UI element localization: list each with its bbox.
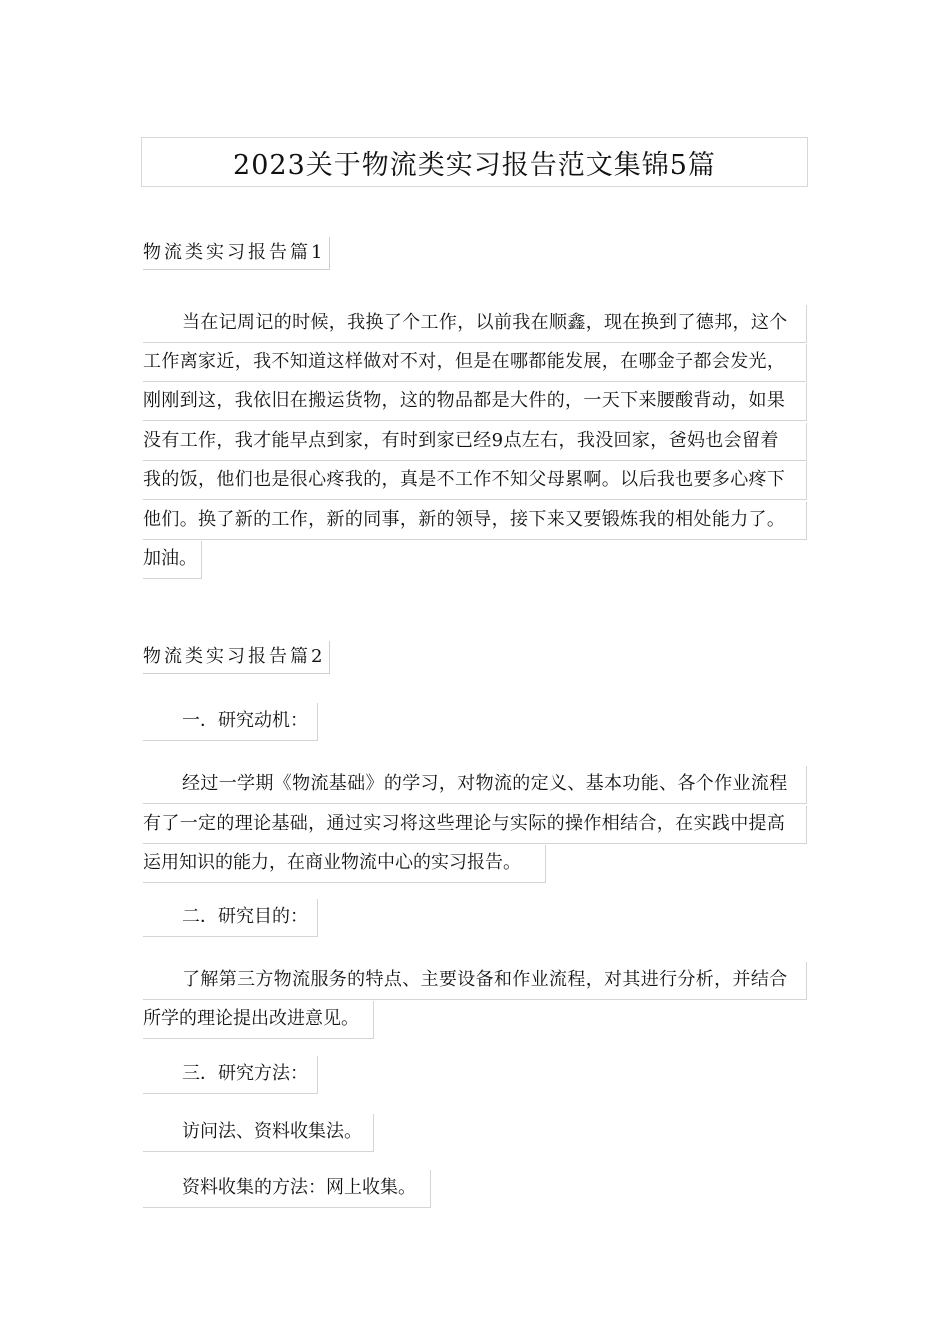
paragraph-line: 没有工作，我才能早点到家，有时到家已经9点左右，我没回家，爸妈也会留着 xyxy=(143,423,807,461)
paragraph-line: 刚刚到这，我依旧在搬运货物，这的物品都是大件的，一天下来腰酸背动，如果 xyxy=(143,383,807,421)
paragraph-line: 工作离家近，我不知道这样做对不对，但是在哪都能发展，在哪金子都会发光， xyxy=(143,344,807,382)
subheading-method: 三．研究方法： xyxy=(143,1056,318,1094)
subheading-purpose: 二．研究目的： xyxy=(143,899,318,937)
paragraph-line: 当在记周记的时候，我换了个工作，以前我在顺鑫，现在换到了德邦，这个 xyxy=(143,305,807,343)
paragraph-line: 有了一定的理论基础，通过实习将这些理论与实际的操作相结合，在实践中提高 xyxy=(143,806,807,844)
document-title: 2023关于物流类实习报告范文集锦5篇 xyxy=(233,149,716,181)
paragraph-line: 经过一学期《物流基础》的学习，对物流的定义、基本功能、各个作业流程 xyxy=(143,766,807,804)
paragraph-line: 我的饭，他们也是很心疼我的，真是不工作不知父母累啊。以后我也要多心疼下 xyxy=(143,462,807,500)
document-title-box xyxy=(141,137,808,187)
section-heading-1: 物流类实习报告篇1 xyxy=(143,237,330,270)
paragraph-line: 了解第三方物流服务的特点、主要设备和作业流程，对其进行分析，并结合 xyxy=(143,962,807,1000)
paragraph-line: 运用知识的能力，在商业物流中心的实习报告。 xyxy=(143,845,546,883)
section-heading-2: 物流类实习报告篇2 xyxy=(143,641,330,674)
paragraph-line: 资料收集的方法：网上收集。 xyxy=(143,1170,431,1208)
paragraph-line: 加油。 xyxy=(143,541,202,579)
subheading-motivation: 一．研究动机： xyxy=(143,703,318,741)
paragraph-line: 所学的理论提出改进意见。 xyxy=(143,1001,374,1039)
paragraph-line: 访问法、资料收集法。 xyxy=(143,1114,374,1152)
paragraph-line: 他们。换了新的工作，新的同事，新的领导，接下来又要锻炼我的相处能力了。 xyxy=(143,502,807,540)
